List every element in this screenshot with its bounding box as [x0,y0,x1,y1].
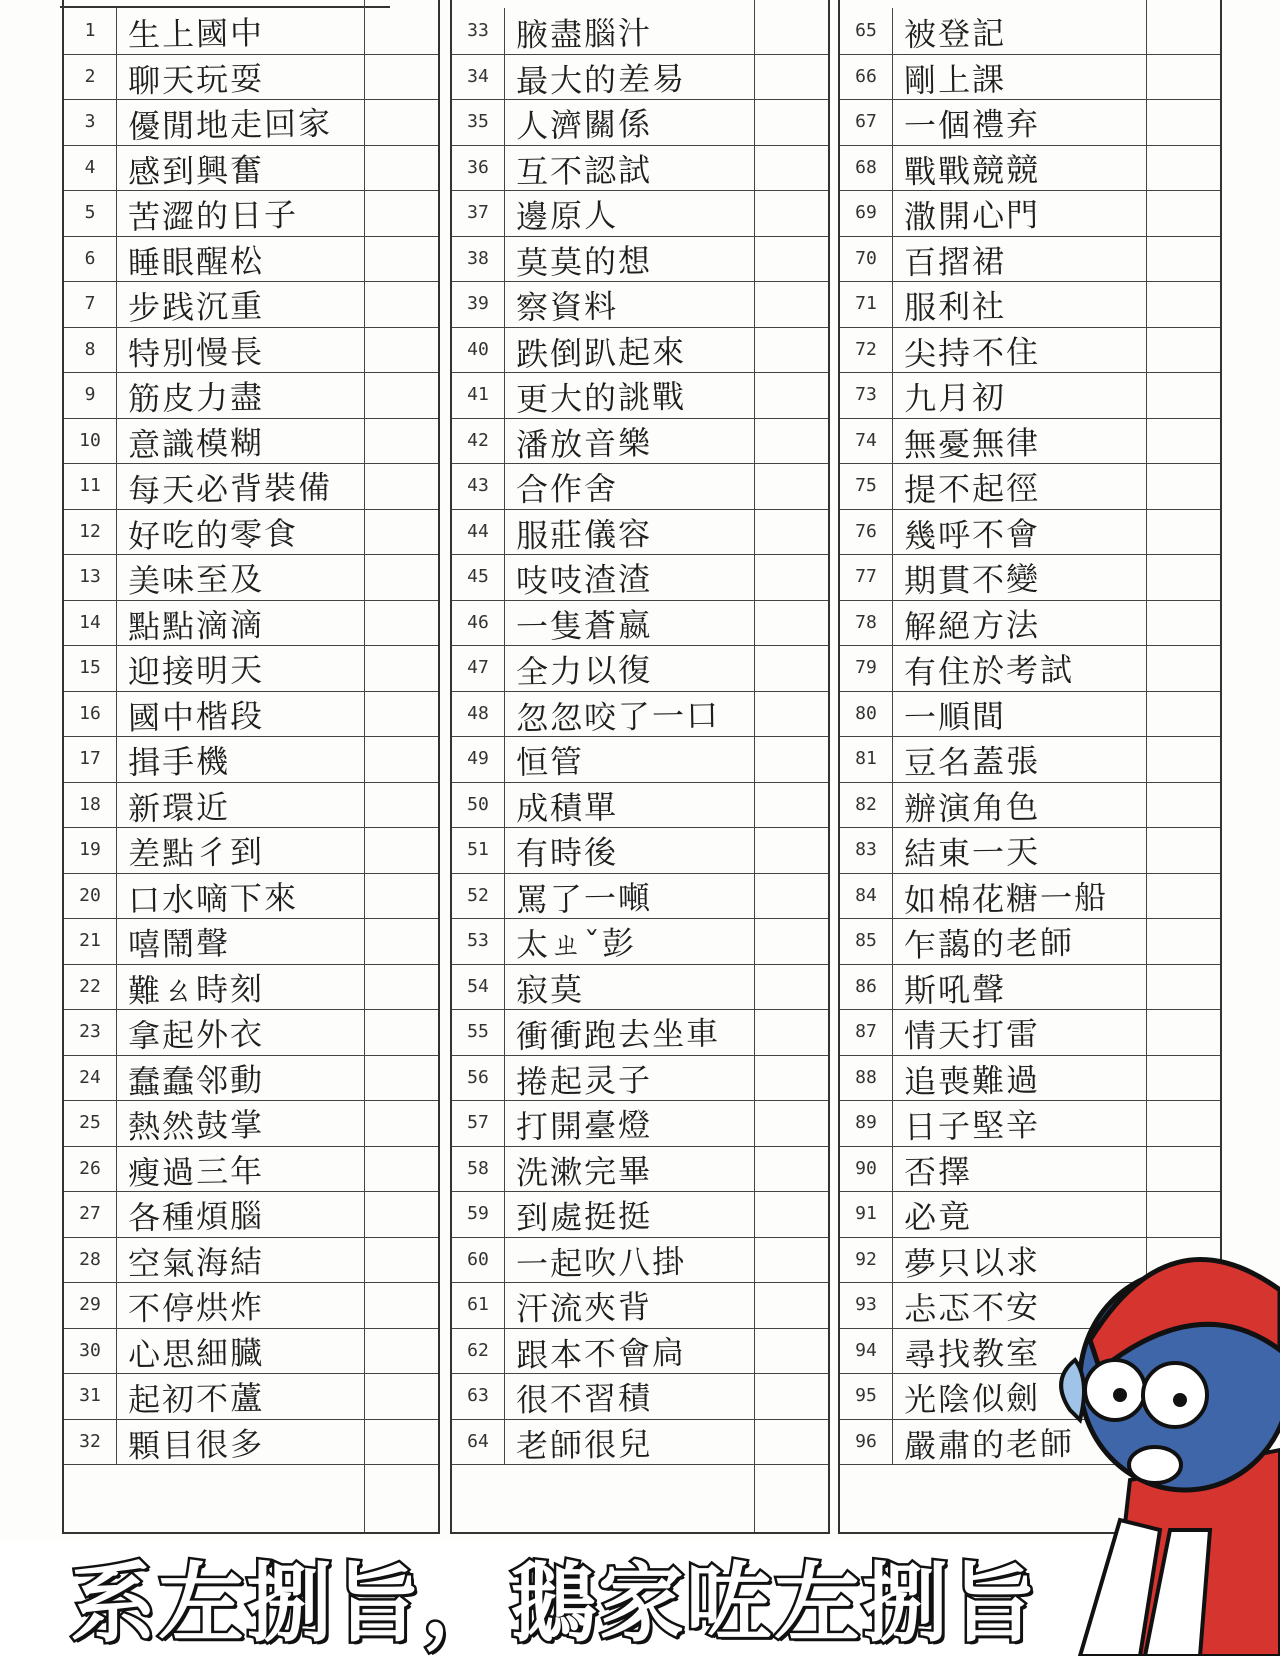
list-item [64,1328,438,1375]
item-number: 79 [840,645,893,691]
item-word: 忐忑不安 [903,1287,1041,1328]
item-word: 罵了一噸 [515,878,653,919]
item-word: 一順間 [903,696,1007,737]
item-number: 42 [452,418,505,464]
list-item [452,600,828,647]
item-word: 追喪難過 [903,1060,1041,1101]
item-word: 每天必背裝備 [127,467,333,510]
item-number: 62 [452,1328,505,1374]
list-item [452,236,828,283]
item-word: 到處挺挺 [515,1196,653,1237]
item-word: 筋皮力盡 [127,377,265,418]
item-number: 14 [64,600,117,646]
list-item [840,736,1220,783]
list-item [840,281,1220,328]
item-number: 39 [452,281,505,327]
item-word: 睡眼醒松 [127,241,265,282]
item-word: 情天打雷 [903,1014,1041,1055]
item-word: 尋找教室 [903,1333,1041,1374]
item-word: 全力以復 [515,650,653,691]
list-item [64,1237,438,1284]
item-number: 51 [452,827,505,873]
list-item [452,145,828,192]
item-word: 迎接明天 [127,650,265,691]
item-word: 不停烘炸 [127,1287,265,1328]
item-number: 29 [64,1282,117,1328]
item-number: 16 [64,691,117,737]
list-item [452,8,828,55]
list-item [840,1055,1220,1102]
list-item [64,281,438,328]
item-number: 81 [840,736,893,782]
item-word: 打開臺燈 [515,1105,653,1146]
item-word: 拿起外衣 [127,1014,265,1055]
item-word: 恒管 [515,742,585,782]
list-item [840,918,1220,965]
item-word: 尖持不住 [903,332,1041,373]
item-word: 剛上課 [903,59,1007,100]
item-number: 17 [64,736,117,782]
list-item [452,873,828,920]
item-number: 2 [64,54,117,100]
list-item [64,54,438,101]
item-number: 43 [452,463,505,509]
item-word: 提不起徑 [903,468,1041,509]
item-number: 35 [452,99,505,145]
item-word: 忽忽咬了一口 [515,695,721,738]
list-item [840,509,1220,556]
list-item [64,918,438,965]
list-item [840,600,1220,647]
list-item [64,1191,438,1238]
list-item [840,1009,1220,1056]
item-word: 步践沉重 [127,286,265,327]
list-item [452,1009,828,1056]
list-item [840,463,1220,510]
item-word: 優閒地走回家 [127,103,333,146]
item-number: 33 [452,8,505,54]
item-number: 95 [840,1373,893,1419]
item-number: 56 [452,1055,505,1101]
item-word: 吱吱渣渣 [515,559,653,600]
item-number: 19 [64,827,117,873]
column-1 [62,0,440,1534]
item-word: 戰戰競競 [903,150,1041,191]
item-number: 50 [452,782,505,828]
list-item [64,327,438,374]
list-item [64,691,438,738]
item-word: 解絕方法 [903,605,1041,646]
item-word: 生上國中 [127,13,265,54]
item-word: 夢只以求 [903,1242,1041,1283]
meme-caption: 系左捌旨，鵝家咗左捌旨 [70,1554,1038,1654]
list-item [452,1373,828,1420]
list-item [452,645,828,692]
item-number: 87 [840,1009,893,1055]
item-number: 64 [452,1419,505,1465]
item-word: 腋盡腦汁 [515,13,653,54]
list-item [452,372,828,419]
item-number: 36 [452,145,505,191]
item-word: 如棉花糖一船 [903,877,1109,920]
item-number: 94 [840,1328,893,1374]
item-number: 37 [452,190,505,236]
item-number: 93 [840,1282,893,1328]
item-word: 幾呼不會 [903,514,1041,555]
item-number: 72 [840,327,893,373]
list-item [840,327,1220,374]
list-item [64,554,438,601]
list-item [64,1009,438,1056]
item-word: 特別慢長 [127,332,265,373]
item-word: 瘦過三年 [127,1151,265,1192]
item-number: 58 [452,1146,505,1192]
item-word: 聊天玩耍 [127,59,265,100]
item-number: 1 [64,8,117,54]
item-word: 光陰似劍 [903,1378,1041,1419]
item-word: 跌倒趴起來 [515,331,687,373]
list-item [64,145,438,192]
item-word: 太ㄓˇ彭 [515,923,637,964]
list-item [452,691,828,738]
list-item [64,463,438,510]
list-item [64,372,438,419]
item-word: 很不習積 [515,1378,653,1419]
list-item [64,418,438,465]
list-item [452,964,828,1011]
item-word: 難ㄠ時刻 [127,969,265,1010]
item-word: 乍藹的老師 [903,923,1075,965]
item-number: 6 [64,236,117,282]
list-item [452,736,828,783]
list-item [452,327,828,374]
item-word: 差點彳到 [127,832,265,873]
list-item [452,1419,828,1466]
item-number: 78 [840,600,893,646]
item-word: 有時後 [515,832,619,873]
item-word: 一個禮弃 [903,104,1041,145]
list-item [64,99,438,146]
list-item [452,1237,828,1284]
list-item [840,964,1220,1011]
item-number: 34 [452,54,505,100]
list-item [452,1191,828,1238]
item-word: 必竟 [903,1197,973,1237]
list-item [452,54,828,101]
list-item [840,691,1220,738]
item-word: 苦澀的日子 [127,195,299,237]
list-item [64,827,438,874]
item-number: 11 [64,463,117,509]
item-word: 嘻鬧聲 [127,923,231,964]
list-item [452,827,828,874]
item-number: 7 [64,281,117,327]
item-word: 各種煩腦 [127,1196,265,1237]
list-item [452,509,828,556]
item-number: 96 [840,1419,893,1465]
item-word: 合作舍 [515,468,619,509]
item-number: 10 [64,418,117,464]
item-word: 顆目很多 [127,1424,265,1465]
list-item [452,1282,828,1329]
item-number: 57 [452,1100,505,1146]
item-number: 68 [840,145,893,191]
item-number: 53 [452,918,505,964]
item-number: 22 [64,964,117,1010]
item-word: 成積單 [515,787,619,828]
item-number: 21 [64,918,117,964]
list-item [840,1146,1220,1193]
item-word: 結東一天 [903,832,1041,873]
item-number: 52 [452,873,505,919]
item-word: 百摺裙 [903,241,1007,282]
list-item [64,645,438,692]
item-word: 好吃的零食 [127,513,299,555]
item-word: 洗漱完畢 [515,1151,653,1192]
item-word: 老師很兒 [515,1424,653,1465]
item-number: 8 [64,327,117,373]
item-word: 點點滴滴 [127,605,265,646]
item-number: 73 [840,372,893,418]
item-word: 一起吹八掛 [515,1241,687,1283]
list-item [840,8,1220,55]
item-number: 47 [452,645,505,691]
item-word: 人濟關係 [515,104,653,145]
item-number: 24 [64,1055,117,1101]
list-item [452,1328,828,1375]
item-word: 日子堅辛 [903,1105,1041,1146]
list-item [64,1419,438,1466]
item-word: 服利社 [903,286,1007,327]
item-number: 82 [840,782,893,828]
list-item [452,190,828,237]
item-number: 18 [64,782,117,828]
item-word: 潘放音樂 [515,423,653,464]
list-item [840,827,1220,874]
item-number: 26 [64,1146,117,1192]
item-number: 89 [840,1100,893,1146]
item-number: 41 [452,372,505,418]
item-word: 口水嘀下來 [127,877,299,919]
item-word: 意識模糊 [127,423,265,464]
item-word: 斯吼聲 [903,969,1007,1010]
item-number: 13 [64,554,117,600]
list-item [64,236,438,283]
item-number: 84 [840,873,893,919]
item-word: 服莊儀容 [515,514,653,555]
item-word: 感到興奮 [127,150,265,191]
item-word: 國中楷段 [127,696,265,737]
list-item [64,1282,438,1329]
item-word: 察資料 [515,286,619,327]
item-number: 60 [452,1237,505,1283]
item-number: 92 [840,1237,893,1283]
item-number: 9 [64,372,117,418]
item-number: 38 [452,236,505,282]
item-word: 互不認試 [515,150,653,191]
list-item [64,964,438,1011]
list-item [840,236,1220,283]
item-number: 46 [452,600,505,646]
item-word: 最大的差易 [515,58,687,100]
item-word: 期貫不變 [903,559,1041,600]
item-number: 31 [64,1373,117,1419]
list-item [64,1146,438,1193]
list-item [840,554,1220,601]
item-number: 44 [452,509,505,555]
item-number: 91 [840,1191,893,1237]
item-number: 61 [452,1282,505,1328]
item-number: 66 [840,54,893,100]
item-number: 20 [64,873,117,919]
list-item [452,463,828,510]
item-word: 美味至及 [127,559,265,600]
list-item [452,918,828,965]
list-item [64,736,438,783]
item-number: 90 [840,1146,893,1192]
item-word: 無憂無律 [903,423,1041,464]
item-number: 5 [64,190,117,236]
item-number: 45 [452,554,505,600]
item-word: 空氣海結 [127,1242,265,1283]
item-number: 83 [840,827,893,873]
item-number: 27 [64,1191,117,1237]
item-word: 跟本不會扃 [515,1332,687,1374]
list-item [840,99,1220,146]
item-word: 九月初 [903,377,1007,418]
list-item [452,1055,828,1102]
mascot-icon [1050,1230,1280,1656]
item-word: 邊原人 [515,195,619,236]
item-word: 起初不蘆 [127,1378,265,1419]
item-number: 15 [64,645,117,691]
list-item [64,190,438,237]
list-item [64,782,438,829]
item-number: 86 [840,964,893,1010]
item-word: 熱然鼓掌 [127,1105,265,1146]
list-item [840,1100,1220,1147]
list-item [840,145,1220,192]
item-word: 汗流夾背 [515,1287,653,1328]
item-word: 莫莫的想 [515,241,653,282]
item-number: 76 [840,509,893,555]
item-number: 85 [840,918,893,964]
item-number: 55 [452,1009,505,1055]
item-word: 捲起灵子 [515,1060,653,1101]
item-number: 12 [64,509,117,555]
item-word: 否擇 [903,1151,973,1191]
item-word: 潵開心門 [903,195,1041,236]
list-item [840,782,1220,829]
list-item [840,873,1220,920]
item-word: 更大的誂戰 [515,377,687,419]
list-item [64,509,438,556]
item-word: 衝衝跑去坐車 [515,1013,721,1056]
list-item [452,554,828,601]
item-number: 59 [452,1191,505,1237]
item-word: 辦演角色 [903,787,1041,828]
item-word: 寂莫 [515,969,585,1009]
item-number: 40 [452,327,505,373]
item-number: 23 [64,1009,117,1055]
list-item [840,418,1220,465]
item-number: 54 [452,964,505,1010]
item-number: 3 [64,99,117,145]
item-word: 心思細臓 [127,1333,265,1374]
list-item [452,782,828,829]
item-word: 嚴肅的老師 [903,1423,1075,1465]
item-number: 25 [64,1100,117,1146]
list-item [64,8,438,55]
list-item [452,418,828,465]
list-item [452,281,828,328]
list-item [64,1055,438,1102]
list-item [840,54,1220,101]
list-item [840,190,1220,237]
item-number: 32 [64,1419,117,1465]
item-number: 65 [840,8,893,54]
list-item [64,873,438,920]
item-word: 新環近 [127,787,231,828]
item-number: 4 [64,145,117,191]
item-number: 74 [840,418,893,464]
item-number: 67 [840,99,893,145]
item-number: 48 [452,691,505,737]
item-number: 69 [840,190,893,236]
item-number: 75 [840,463,893,509]
list-item [840,372,1220,419]
list-item [840,645,1220,692]
list-item [64,1100,438,1147]
item-number: 80 [840,691,893,737]
item-number: 30 [64,1328,117,1374]
item-number: 70 [840,236,893,282]
list-item [452,1100,828,1147]
item-word: 一隻蒼嬴 [515,605,653,646]
item-word: 蠢蠢邻動 [127,1060,265,1101]
list-item [64,600,438,647]
item-word: 揖手機 [127,741,231,782]
item-number: 88 [840,1055,893,1101]
item-number: 71 [840,281,893,327]
item-number: 28 [64,1237,117,1283]
item-number: 63 [452,1373,505,1419]
item-word: 有住於考試 [903,650,1075,692]
item-word: 豆名蓋張 [903,741,1041,782]
column-2 [450,0,830,1534]
list-item [452,1146,828,1193]
list-item [64,1373,438,1420]
item-number: 49 [452,736,505,782]
item-number: 77 [840,554,893,600]
list-item [452,99,828,146]
item-word: 被登記 [903,13,1007,54]
